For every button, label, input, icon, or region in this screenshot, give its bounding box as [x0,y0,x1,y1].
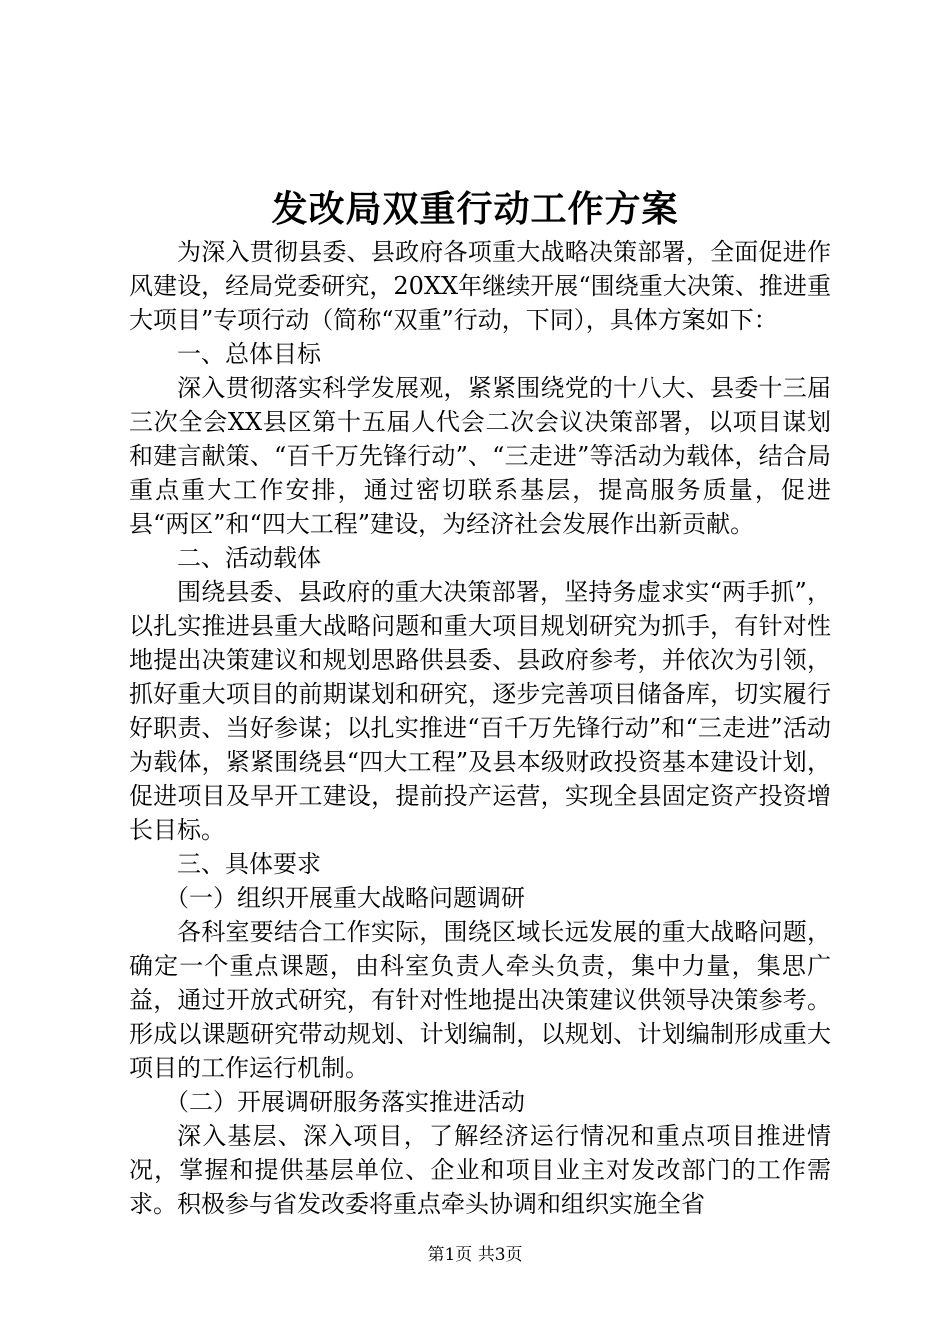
section-heading-activity-carrier: 二、活动载体 [177,544,321,572]
document-title: 发改局双重行动工作方案 [271,188,679,230]
section-heading-overall-goal: 一、总体目标 [177,340,321,368]
section-heading-requirements: 三、具体要求 [177,850,321,878]
document-body [129,235,831,1221]
subsection-heading-service-activity: （二）开展调研服务落实推进活动 [165,1088,525,1116]
paragraph-activity-carrier: 围绕县委、县政府的重大决策部署，坚持务虚求实“两手抓”，以扎实推进县重大战略问题和重大项目规划研究为抓手，有针对性地提出决策建议和规划思路供县委、县政府参考，并依次为引领，抓好重大项目的前期谋划和研究，逐步完善项目储备库，切实履行好职责、当好参谋；以扎实推进“百千万先锋行动”和“三走进”活动为载体，紧紧围绕县“四大工程”及县本级财政投资基本建设计划，促进项目及早开工建设，提前投产运营，实现全县固定资产投资增长目标。 [129,578,831,844]
paragraph-service-activity: 深入基层、深入项目，了解经济运行情况和重点项目推进情况，掌握和提供基层单位、企业和项目业主对发改部门的工作需求。积极参与省发改委将重点牵头协调和组织实施全省 [129,1122,831,1218]
subsection-heading-strategic-research: （一）组织开展重大战略问题调研 [165,884,525,912]
paragraph-strategic-research: 各科室要结合工作实际，围绕区域长远发展的重大战略问题，确定一个重点课题，由科室负责人牵头负责，集中力量，集思广益，通过开放式研究，有针对性地提出决策建议供领导决策参考。形成以课题研究带动规划、计划编制，以规划、计划编制形成重大项目的工作运行机制。 [129,918,831,1082]
paragraph-intro: 为深入贯彻县委、县政府各项重大战略决策部署，全面促进作风建设，经局党委研究，20XX年继续开展“围绕重大决策、推进重大项目”专项行动（简称“双重”行动，下同），具体方案如下： [129,238,831,334]
paragraph-overall-goal: 深入贯彻落实科学发展观，紧紧围绕党的十八大、县委十三届三次全会XX县区第十五届人代会二次会议决策部署，以项目谋划和建言献策、“百千万先锋行动”、“三走进”等活动为载体，结合局重点重大工作安排，通过密切联系基层，提高服务质量，促进县“两区”和“四大工程”建设，为经济社会发展作出新贡献。 [129,374,831,538]
page-footer: 第1页 共3页 [427,1245,523,1265]
